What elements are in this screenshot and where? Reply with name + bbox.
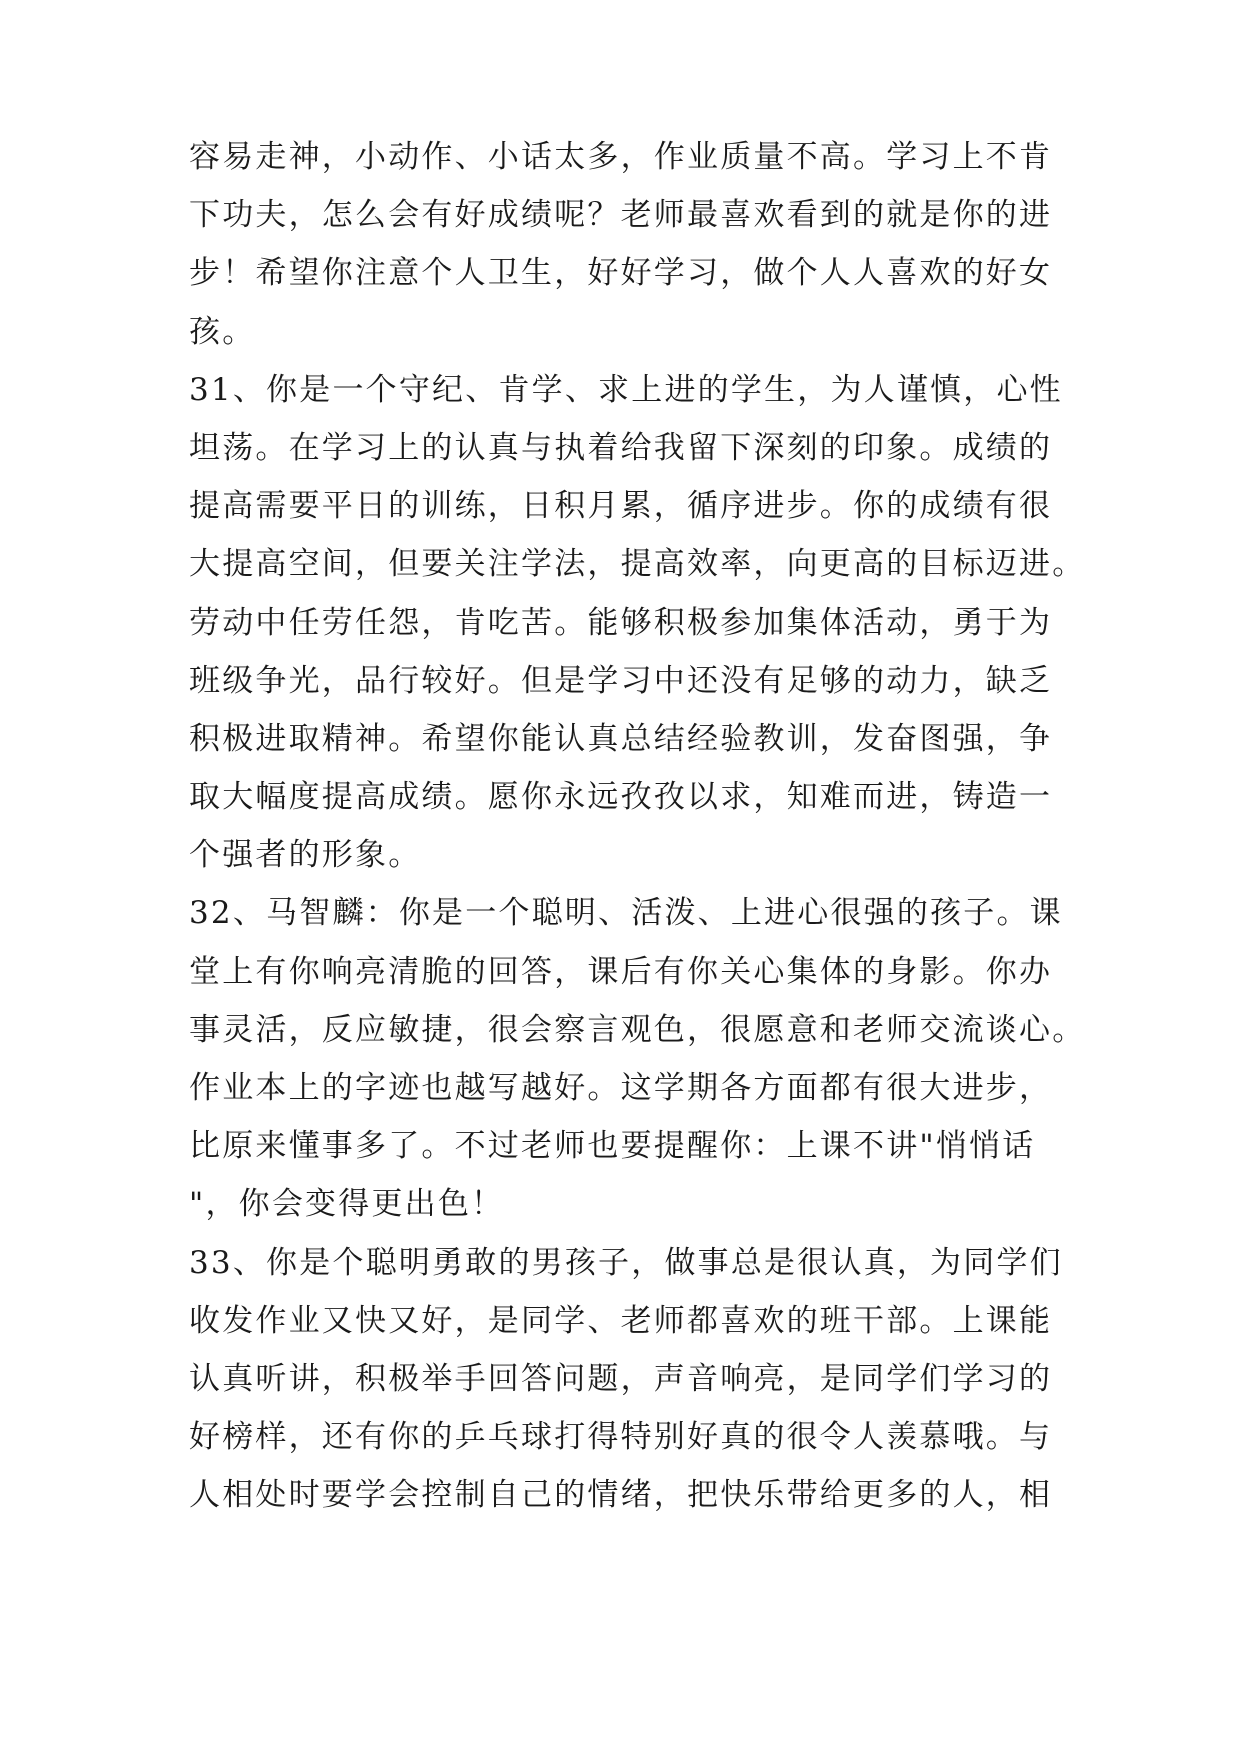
text-line: 劳动中任劳任怨，肯吃苦。能够积极参加集体活动，勇于为 (189, 604, 1053, 641)
text-line: 取大幅度提高成绩。愿你永远孜孜以求，知难而进，铸造一 (189, 779, 1053, 816)
text-line: 认真听讲，积极举手回答问题，声音响亮，是同学们学习的 (189, 1360, 1053, 1397)
text-line: 个强者的形象。 (189, 837, 422, 874)
text-line: 步！希望你注意个人卫生，好好学习，做个人人喜欢的好女 (189, 255, 1053, 292)
text-line: 作业本上的字迹也越写越好。这学期各方面都有很大进步， (189, 1070, 1053, 1106)
text-line: 事灵活，反应敏捷，很会察言观色，很愿意和老师交流谈心。 (189, 1011, 1086, 1048)
text-line: 积极进取精神。希望你能认真总结经验教训，发奋图强，争 (189, 720, 1053, 757)
text-line: 坦荡。在学习上的认真与执着给我留下深刻的印象。成绩的 (189, 429, 1053, 466)
text-line: 收发作业又快又好，是同学、老师都喜欢的班干部。上课能 (189, 1302, 1053, 1339)
text-line: 大提高空间，但要关注学法，提高效率，向更高的目标迈进。 (189, 546, 1086, 583)
text-line: 比原来懂事多了。不过老师也要提醒你：上课不讲"悄悄话 (189, 1128, 1036, 1165)
text-line: 32、马智麟：你是一个聪明、活泼、上进心很强的孩子。课 (189, 895, 1063, 932)
text-line: 下功夫，怎么会有好成绩呢？老师最喜欢看到的就是你的进 (189, 197, 1053, 234)
text-line: "，你会变得更出色！ (189, 1186, 505, 1223)
text-line: 容易走神，小动作、小话太多，作业质量不高。学习上不肯 (189, 139, 1053, 175)
document-body (189, 128, 1086, 1525)
text-line: 提高需要平日的训练，日积月累，循序进步。你的成绩有很 (189, 488, 1053, 525)
text-line: 堂上有你响亮清脆的回答，课后有你关心集体的身影。你办 (189, 953, 1053, 990)
text-line: 班级争光，品行较好。但是学习中还没有足够的动力，缺乏 (189, 662, 1053, 699)
text-line: 33、你是个聪明勇敢的男孩子，做事总是很认真，为同学们 (189, 1244, 1063, 1281)
text-line: 人相处时要学会控制自己的情绪，把快乐带给更多的人，相 (189, 1477, 1053, 1514)
text-line: 31、你是一个守纪、肯学、求上进的学生，为人谨慎，心性 (189, 371, 1063, 408)
text-line: 好榜样，还有你的乒乓球打得特别好真的很令人羡慕哦。与 (189, 1419, 1053, 1456)
text-line: 孩。 (189, 313, 256, 350)
